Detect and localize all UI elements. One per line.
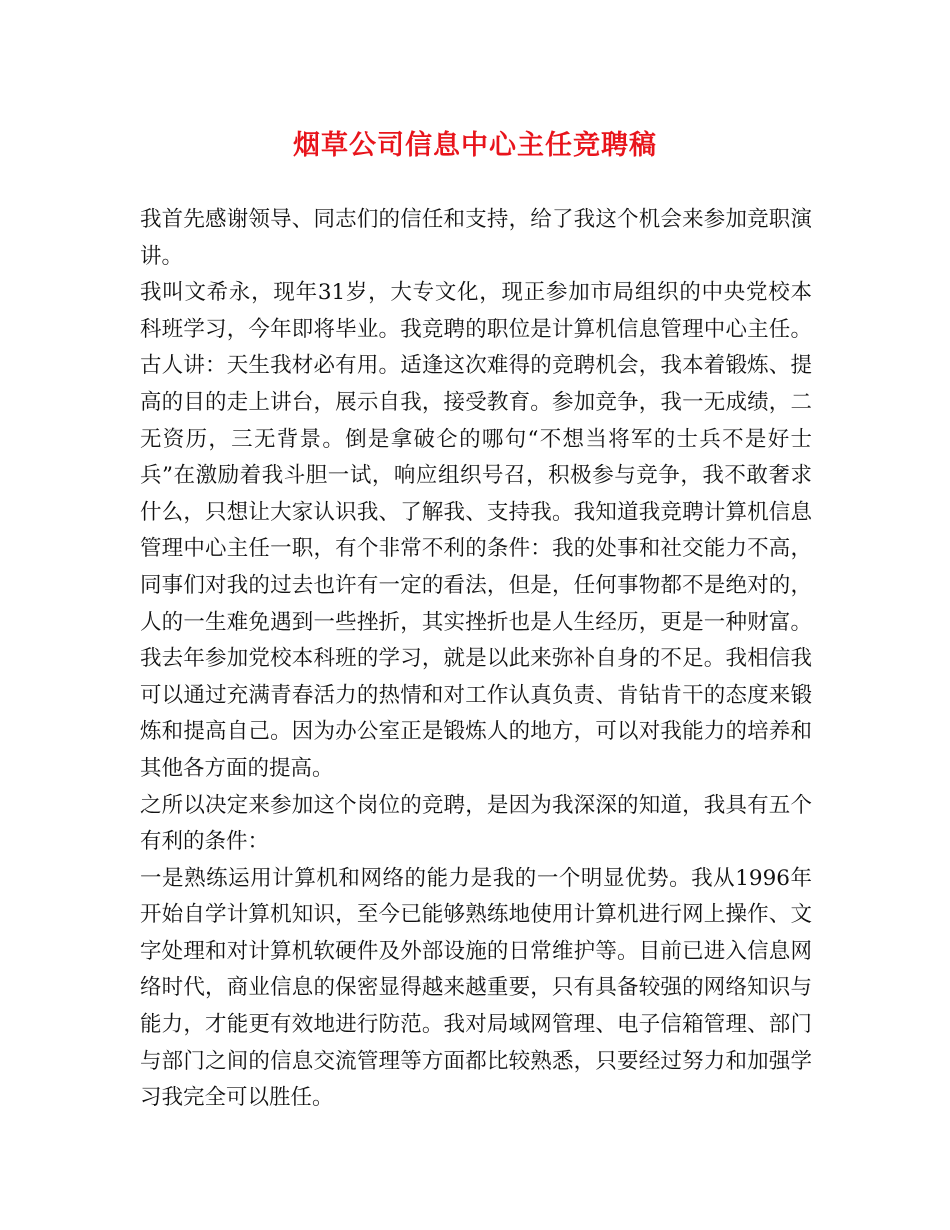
paragraph-condition-one: 一是熟练运用计算机和网络的能力是我的一个明显优势。我从1996年开始自学计算机知识，至今已能够熟练地使用计算机进行网上操作、文字处理和对计算机软硬件及外部设施的日常维护等。目前已进入信息网络时代，商业信息的保密显得越来越重要，只有具备较强的网络知识与能力，才能更有效地进行防范。我对局域网管理、电子信箱管理、部门与部门之间的信息交流管理等方面都比较熟悉，只要经过努力和加强学习我完全可以胜任。 [140,865,812,1111]
paragraph-self-introduction: 我叫文希永，现年31岁，大专文化，现正参加市局组织的中央党校本科班学习，今年即将毕业。我竞聘的职位是计算机信息管理中心主任。古人讲：天生我材必有用。适逢这次难得的竞聘机会，我本着锻炼、提高的目的走上讲台，展示自我，接受教育。参加竞争，我一无成绩，二无资历，三无背景。倒是拿破仑的哪句“不想当将军的士兵不是好士兵”在激励着我斗胆一试，响应组织号召，积极参与竞争，我不敢奢求什么，只想让大家认识我、了解我、支持我。我知道我竞聘计算机信息管理中心主任一职，有个非常不利的条件：我的处事和社交能力不高，同事们对我的过去也许有一定的看法，但是，任何事物都不是绝对的，人的一生难免遇到一些挫折，其实挫折也是人生经历，更是一种财富。我去年参加党校本科班的学习，就是以此来弥补自身的不足。我相信我可以通过充满青春活力的热情和对工作认真负责、肯钻肯干的态度来锻炼和提高自己。因为办公室正是锻炼人的地方，可以对我能力的培养和其他各方面的提高。 [140,280,812,781]
document-body [140,202,812,1117]
paragraph-intro: 我首先感谢领导、同志们的信任和支持，给了我这个机会来参加竞职演讲。 [140,207,812,269]
document-title: 烟草公司信息中心主任竞聘稿 [293,130,657,161]
paragraph-reasons: 之所以决定来参加这个岗位的竞聘，是因为我深深的知道，我具有五个有利的条件： [140,792,812,855]
